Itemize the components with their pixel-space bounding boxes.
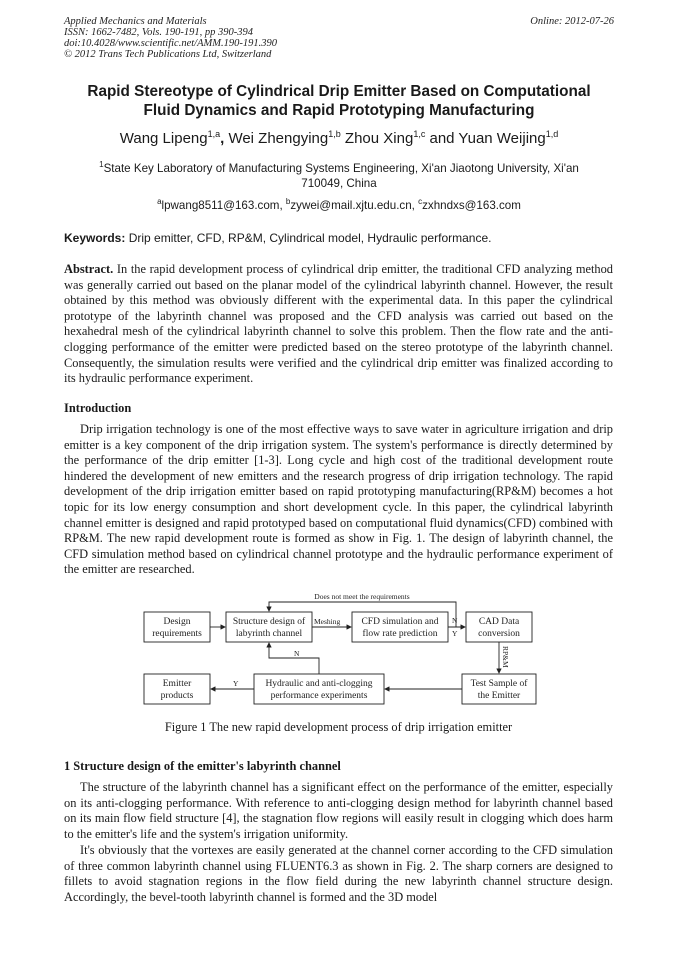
cfd-line2: flow rate prediction xyxy=(362,629,438,639)
emitter-line1: Emitter xyxy=(162,679,192,689)
author-4: Yuan Weijing$^{1,d}$ xyxy=(458,129,559,147)
structure-line1: Structure design of xyxy=(232,617,306,627)
n-label-2: N xyxy=(294,649,300,658)
feedback-label: Does not meet the requirements xyxy=(314,592,410,601)
test-line1: Test Sample of xyxy=(470,679,528,689)
author-list xyxy=(40,129,638,147)
meshing-label: Meshing xyxy=(314,617,341,626)
structure-line2: labyrinth channel xyxy=(235,629,303,639)
abstract: Abstract. In the rapid development process of cylindrical drip emitter, the traditional CFD analyzing method was generally carried out based on the planar model of the cylindrical labyrinth channel. However, the result obtained by this method was obviously different with the experimental data. In this paper the cylindrical prototype of the labyrinth channel was proposed and the CFD analysis was carried out based on the hexahedral mesh of the cylindrical labyrinth channel to solve this problem. Then the flow rate and the anti-clogging performance of the emitter were predicted based on the stereo prototype of the labyrinth channel. Consequently, the simulation results were verified and the cylindrical drip emitter was finalized according to its hydraulic performance experiment. xyxy=(64,262,613,386)
cad-line1: CAD Data xyxy=(478,617,520,627)
issn-line: ISSN: 1662-7482, Vols. 190-191, pp 390-394 xyxy=(64,27,253,38)
author-3: Zhou Xing$^{1,c}$ and xyxy=(344,129,459,147)
journal-name: Applied Mechanics and Materials xyxy=(64,16,207,27)
affiliation: $^1$State Key Laboratory of Manufacturing Systems Engineering, Xi'an Jiaotong University, Xi'an 710049, China xyxy=(99,160,579,190)
rpm-label: RP&M xyxy=(501,646,510,668)
n-label-1: N xyxy=(452,616,458,625)
cfd-line1: CFD simulation and xyxy=(361,617,439,627)
y-label-2: Y xyxy=(233,679,239,688)
introduction-paragraph: Drip irrigation technology is one of the most effective ways to save water in agriculture irrigation and drip emitter is a key component of the drip irrigation system. The system's performance is directly determined by the performance of the drip emitter [1-3]. Long cycle and high cost of the traditional development route hindered the development of new emitters and the research progress of drip irrigation technology. The rapid development of the drip irrigation emitter based on rapid prototyping manufacturing(RP&M) becomes a hot topic for its low energy consumption and short development cycle. In this paper, the cylindrical labyrinth channel emitter is designed and rapid prototyped based on computational fluid dynamics(CFD) combined with RP&M. The new rapid development route is formed as show in Fig. 1. The design of labyrinth channel, the CFD simulation method based on cylindrical channel prototype and the hydraulic performance experiment of the emitter are researched. xyxy=(64,422,613,577)
section-1-paragraph-1: The structure of the labyrinth channel has a significant effect on the performance of the emitter, especially on its anti-clogging performance. With reference to anti-clogging design method for labyrinth channel based on its main flow field structure [4], the stagnation flow regions will easily result in clogging which does harm to the emitter's life and the system's irrigation uniformity. xyxy=(64,780,613,841)
hydraulic-line1: Hydraulic and anti-clogging xyxy=(265,679,373,689)
process-flow-diagram xyxy=(140,590,540,706)
paper-title-line-2: Fluid Dynamics and Rapid Prototyping Manufacturing xyxy=(143,102,535,119)
author-2: Wei Zhengying$^{1,b}$ xyxy=(228,129,341,147)
design-req-line2: requirements xyxy=(152,629,202,639)
author-1: Wang Lipeng$^{1,a}$, xyxy=(119,129,229,147)
author-emails: $^a$lpwang8511@163.com, $^b$zywei@mail.xjtu.edu.cn, $^c$zxhndxs@163.com xyxy=(157,197,521,212)
cad-line2: conversion xyxy=(478,629,520,639)
section-1-heading: 1 Structure design of the emitter's labyrinth channel xyxy=(64,759,341,773)
section-1-paragraph-2: It's obviously that the vortexes are easily generated at the channel corner according to the CFD simulation of three common labyrinth channel using FLUENT6.3 as shown in Fig. 2. The sharp corners are designed to fillets to avoid stagnation regions in the flow field during the new labyrinth channel structure design. Accordingly, the bevel-tooth labyrinth channel is formed and the 3D model xyxy=(64,843,613,904)
figure-1-caption: Figure 1 The new rapid development process of drip irrigation emitter xyxy=(164,720,513,734)
y-label-1: Y xyxy=(452,629,458,638)
test-line2: the Emitter xyxy=(477,691,521,701)
online-date: Online: 2012-07-26 xyxy=(530,16,614,27)
paper-title-line-1: Rapid Stereotype of Cylindrical Drip Emitter Based on Computational xyxy=(87,83,591,100)
design-req-line1: Design xyxy=(163,617,191,627)
keywords: Keywords: Drip emitter, CFD, RP&M, Cylindrical model, Hydraulic performance. xyxy=(64,231,492,245)
doi-line: doi:10.4028/www.scientific.net/AMM.190-191.390 xyxy=(64,38,277,49)
hydraulic-line2: performance experiments xyxy=(270,691,368,701)
emitter-line2: products xyxy=(160,691,194,701)
introduction-heading: Introduction xyxy=(64,401,132,415)
copyright-line: © 2012 Trans Tech Publications Ltd, Switzerland xyxy=(64,49,272,60)
